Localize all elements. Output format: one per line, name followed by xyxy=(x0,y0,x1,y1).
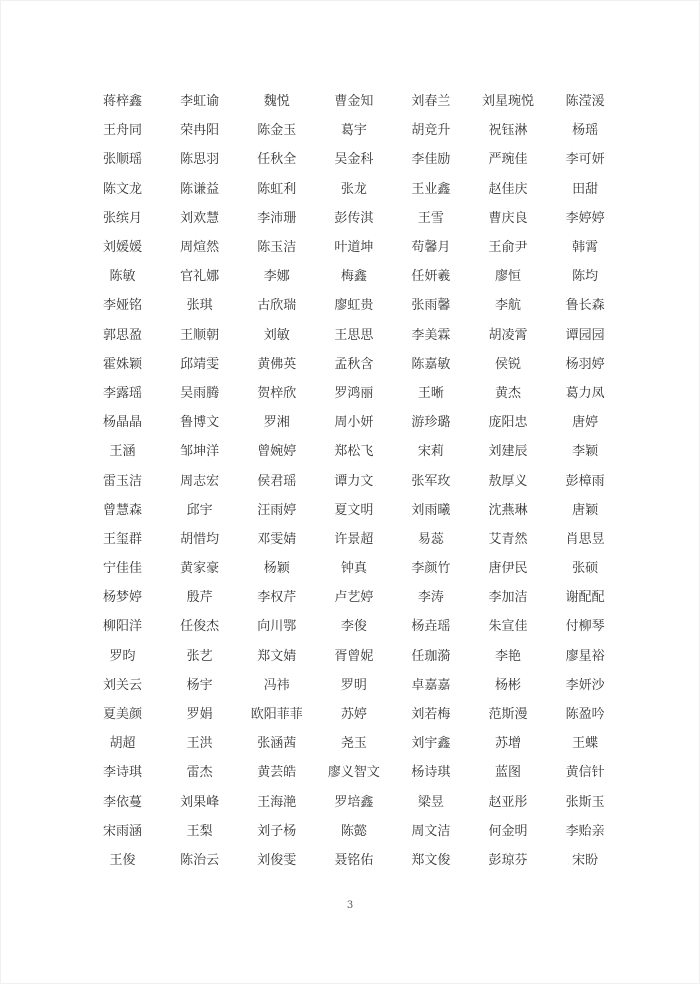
name-cell: 张缤月 xyxy=(103,210,143,226)
name-cell: 古欣瑞 xyxy=(257,298,297,314)
name-cell: 廖星裕 xyxy=(565,648,605,664)
name-cell: 唐颖 xyxy=(572,502,599,518)
name-cell: 刘雨曦 xyxy=(411,502,451,518)
name-cell: 谭园园 xyxy=(565,327,605,343)
name-cell: 郑文婧 xyxy=(257,648,297,664)
name-cell: 罗湘 xyxy=(263,415,290,431)
name-cell: 王蝶 xyxy=(572,736,599,752)
name-cell: 陈文龙 xyxy=(103,181,143,197)
name-cell: 邓雯婧 xyxy=(257,531,297,547)
name-cell: 刘关云 xyxy=(103,677,143,693)
name-cell: 廖义智文 xyxy=(327,765,380,781)
name-cell: 欧阳菲菲 xyxy=(250,707,303,723)
name-cell: 冯祎 xyxy=(263,677,290,693)
name-cell: 肖思昱 xyxy=(565,531,605,547)
name-cell: 王晰 xyxy=(417,385,444,401)
name-cell: 杨瑶 xyxy=(572,123,599,139)
name-cell: 胡惜均 xyxy=(180,531,220,547)
name-cell: 刘星琬悦 xyxy=(482,94,535,110)
name-cell: 霍姝颖 xyxy=(103,356,143,372)
name-cell: 李佳励 xyxy=(411,152,451,168)
name-cell: 李俊 xyxy=(340,619,367,635)
name-cell: 罗明 xyxy=(340,677,367,693)
name-cell: 彭樟雨 xyxy=(565,473,605,489)
name-cell: 曹金知 xyxy=(334,94,374,110)
name-cell: 范斯漫 xyxy=(488,707,528,723)
name-cell: 黄杰 xyxy=(495,385,522,401)
name-cell: 付柳琴 xyxy=(565,619,605,635)
name-cell: 胥曾妮 xyxy=(334,648,374,664)
name-cell: 陈均 xyxy=(572,269,599,285)
name-cell: 卢艺婷 xyxy=(334,590,374,606)
name-cell: 郑文俊 xyxy=(411,852,451,868)
name-cell: 胡凌霄 xyxy=(488,327,528,343)
name-cell: 杨彬 xyxy=(495,677,522,693)
name-cell: 刘欢慧 xyxy=(180,210,220,226)
name-cell: 邱宇 xyxy=(186,502,213,518)
name-cell: 陈敏 xyxy=(109,269,136,285)
name-cell: 郭思盈 xyxy=(103,327,143,343)
name-cell: 廖虹贵 xyxy=(334,298,374,314)
name-cell: 李美霖 xyxy=(411,327,451,343)
name-cell: 杨羽婷 xyxy=(565,356,605,372)
name-cell: 荣冉阳 xyxy=(180,123,220,139)
name-cell: 李艳 xyxy=(495,648,522,664)
name-cell: 张雨馨 xyxy=(411,298,451,314)
name-cell: 廖恒 xyxy=(495,269,522,285)
name-cell: 梅鑫 xyxy=(340,269,367,285)
name-cell: 彭琼芬 xyxy=(488,852,528,868)
name-cell: 陈懿 xyxy=(340,823,367,839)
name-cell: 魏悦 xyxy=(263,94,290,110)
name-cell: 朱宣佳 xyxy=(488,619,528,635)
name-cell: 王玺群 xyxy=(103,531,143,547)
name-cell: 张硕 xyxy=(572,561,599,577)
name-cell: 苟馨月 xyxy=(411,240,451,256)
name-cell: 贺梓欣 xyxy=(257,385,297,401)
name-cell: 祝钰淋 xyxy=(488,123,528,139)
name-grid xyxy=(84,87,624,875)
name-cell: 易蕊 xyxy=(417,531,444,547)
name-cell: 郑松飞 xyxy=(334,444,374,460)
name-cell: 尧玉 xyxy=(340,736,367,752)
name-cell: 李权芹 xyxy=(257,590,297,606)
name-cell: 曾婉婷 xyxy=(257,444,297,460)
name-cell: 游珍璐 xyxy=(411,415,451,431)
name-cell: 谭力文 xyxy=(334,473,374,489)
name-cell: 王舟同 xyxy=(103,123,143,139)
name-cell: 梁昱 xyxy=(417,794,444,810)
name-cell: 李贻亲 xyxy=(565,823,605,839)
name-cell: 黄芸皓 xyxy=(257,765,297,781)
name-cell: 韩霄 xyxy=(572,240,599,256)
name-cell: 刘建辰 xyxy=(488,444,528,460)
name-cell: 陈谦益 xyxy=(180,181,220,197)
name-cell: 蓝图 xyxy=(495,765,522,781)
name-cell: 宁佳佳 xyxy=(103,561,143,577)
name-cell: 陈嘉敏 xyxy=(411,356,451,372)
name-cell: 官礼娜 xyxy=(180,269,220,285)
name-cell: 刘春兰 xyxy=(411,94,451,110)
page-number: 3 xyxy=(346,900,354,911)
name-cell: 王业鑫 xyxy=(411,181,451,197)
name-cell: 苏增 xyxy=(495,736,522,752)
name-cell: 刘子杨 xyxy=(257,823,297,839)
name-cell: 陈玉洁 xyxy=(257,240,297,256)
name-cell: 陈盈吟 xyxy=(565,707,605,723)
name-cell: 陈治云 xyxy=(180,852,220,868)
name-cell: 任妍羲 xyxy=(411,269,451,285)
name-cell: 刘果峰 xyxy=(180,794,220,810)
name-cell: 李妍沙 xyxy=(565,677,605,693)
name-cell: 胡竞升 xyxy=(411,123,451,139)
name-cell: 王洪 xyxy=(186,736,213,752)
name-cell: 卓嘉嘉 xyxy=(411,677,451,693)
name-cell: 谢配配 xyxy=(565,590,605,606)
name-cell: 杨梦婷 xyxy=(103,590,143,606)
name-cell: 沈燕琳 xyxy=(488,502,528,518)
name-cell: 李婷婷 xyxy=(565,210,605,226)
name-cell: 罗培鑫 xyxy=(334,794,374,810)
name-cell: 向川鄂 xyxy=(257,619,297,635)
name-cell: 张琪 xyxy=(186,298,213,314)
name-cell: 雷杰 xyxy=(186,765,213,781)
name-cell: 吴金科 xyxy=(334,152,374,168)
name-cell: 陈思羽 xyxy=(180,152,220,168)
name-cell: 聂铭佑 xyxy=(334,852,374,868)
name-cell: 唐伊民 xyxy=(488,561,528,577)
name-cell: 艾青然 xyxy=(488,531,528,547)
name-cell: 黄佛英 xyxy=(257,356,297,372)
name-cell: 王涵 xyxy=(109,444,136,460)
name-cell: 李涛 xyxy=(417,590,444,606)
name-cell: 侯锐 xyxy=(495,356,522,372)
name-cell: 杨颖 xyxy=(263,561,290,577)
name-cell: 许景超 xyxy=(334,531,374,547)
name-cell: 苏婷 xyxy=(340,707,367,723)
name-cell: 吴雨腾 xyxy=(180,385,220,401)
name-cell: 李加洁 xyxy=(488,590,528,606)
name-cell: 殷芹 xyxy=(186,590,213,606)
name-cell: 张军玫 xyxy=(411,473,451,489)
name-cell: 刘宇鑫 xyxy=(411,736,451,752)
name-cell: 夏文明 xyxy=(334,502,374,518)
name-cell: 陈虹利 xyxy=(257,181,297,197)
name-cell: 邱靖雯 xyxy=(180,356,220,372)
name-cell: 赵亚彤 xyxy=(488,794,528,810)
name-cell: 宋莉 xyxy=(417,444,444,460)
name-cell: 王思思 xyxy=(334,327,374,343)
name-cell: 李可妍 xyxy=(565,152,605,168)
name-cell: 周志宏 xyxy=(180,473,220,489)
name-cell: 田甜 xyxy=(572,181,599,197)
name-cell: 张顺瑶 xyxy=(103,152,143,168)
name-cell: 李颜竹 xyxy=(411,561,451,577)
name-cell: 刘若梅 xyxy=(411,707,451,723)
name-cell: 王梨 xyxy=(186,823,213,839)
name-cell: 侯君瑶 xyxy=(257,473,297,489)
name-cell: 周煊然 xyxy=(180,240,220,256)
name-cell: 罗娟 xyxy=(186,707,213,723)
name-cell: 李虹谕 xyxy=(180,94,220,110)
name-cell: 刘俊雯 xyxy=(257,852,297,868)
name-cell: 唐婷 xyxy=(572,415,599,431)
name-cell: 李航 xyxy=(495,298,522,314)
name-cell: 杨晶晶 xyxy=(103,415,143,431)
name-cell: 鲁博文 xyxy=(180,415,220,431)
name-cell: 孟秋含 xyxy=(334,356,374,372)
name-cell: 严琬佳 xyxy=(488,152,528,168)
name-cell: 彭传淇 xyxy=(334,210,374,226)
name-cell: 李娜 xyxy=(263,269,290,285)
name-cell: 葛宇 xyxy=(340,123,367,139)
name-cell: 柳阳洋 xyxy=(103,619,143,635)
name-cell: 曹庆良 xyxy=(488,210,528,226)
name-cell: 王俞尹 xyxy=(488,240,528,256)
name-cell: 陈滢湲 xyxy=(565,94,605,110)
name-cell: 叶道坤 xyxy=(334,240,374,256)
name-cell: 赵佳庆 xyxy=(488,181,528,197)
name-cell: 王海滟 xyxy=(257,794,297,810)
name-cell: 任俊杰 xyxy=(180,619,220,635)
name-cell: 敖厚义 xyxy=(488,473,528,489)
name-cell: 杨诗琪 xyxy=(411,765,451,781)
name-cell: 刘媛媛 xyxy=(103,240,143,256)
name-cell: 何金明 xyxy=(488,823,528,839)
name-cell: 张艺 xyxy=(186,648,213,664)
name-cell: 鲁长森 xyxy=(565,298,605,314)
name-cell: 宋盼 xyxy=(572,852,599,868)
name-cell: 李颖 xyxy=(572,444,599,460)
name-cell: 李沛珊 xyxy=(257,210,297,226)
name-cell: 王顺朝 xyxy=(180,327,220,343)
name-cell: 杨宇 xyxy=(186,677,213,693)
name-cell: 张涵茜 xyxy=(257,736,297,752)
name-cell: 任秋全 xyxy=(257,152,297,168)
name-cell: 李诗琪 xyxy=(103,765,143,781)
name-cell: 钟真 xyxy=(340,561,367,577)
name-cell: 罗昀 xyxy=(109,648,136,664)
name-cell: 周文洁 xyxy=(411,823,451,839)
name-cell: 王雪 xyxy=(417,210,444,226)
name-cell: 陈金玉 xyxy=(257,123,297,139)
name-cell: 黄信针 xyxy=(565,765,605,781)
name-cell: 黄家豪 xyxy=(180,561,220,577)
name-cell: 杨垚瑶 xyxy=(411,619,451,635)
name-cell: 邹坤洋 xyxy=(180,444,220,460)
name-cell: 汪雨婷 xyxy=(257,502,297,518)
name-cell: 李依蔓 xyxy=(103,794,143,810)
name-cell: 李露瑶 xyxy=(103,385,143,401)
name-cell: 胡超 xyxy=(109,736,136,752)
name-cell: 蒋梓鑫 xyxy=(103,94,143,110)
name-cell: 雷玉洁 xyxy=(103,473,143,489)
name-cell: 刘敏 xyxy=(263,327,290,343)
name-cell: 庞阳忠 xyxy=(488,415,528,431)
name-cell: 任珈漪 xyxy=(411,648,451,664)
name-cell: 李娅铭 xyxy=(103,298,143,314)
name-cell: 王俊 xyxy=(109,852,136,868)
name-cell: 曾慧森 xyxy=(103,502,143,518)
name-cell: 葛力凤 xyxy=(565,385,605,401)
name-cell: 张斯玉 xyxy=(565,794,605,810)
name-cell: 罗鸿丽 xyxy=(334,385,374,401)
name-cell: 夏美颜 xyxy=(103,707,143,723)
name-cell: 周小妍 xyxy=(334,415,374,431)
name-cell: 张龙 xyxy=(340,181,367,197)
name-cell: 宋雨涵 xyxy=(103,823,143,839)
